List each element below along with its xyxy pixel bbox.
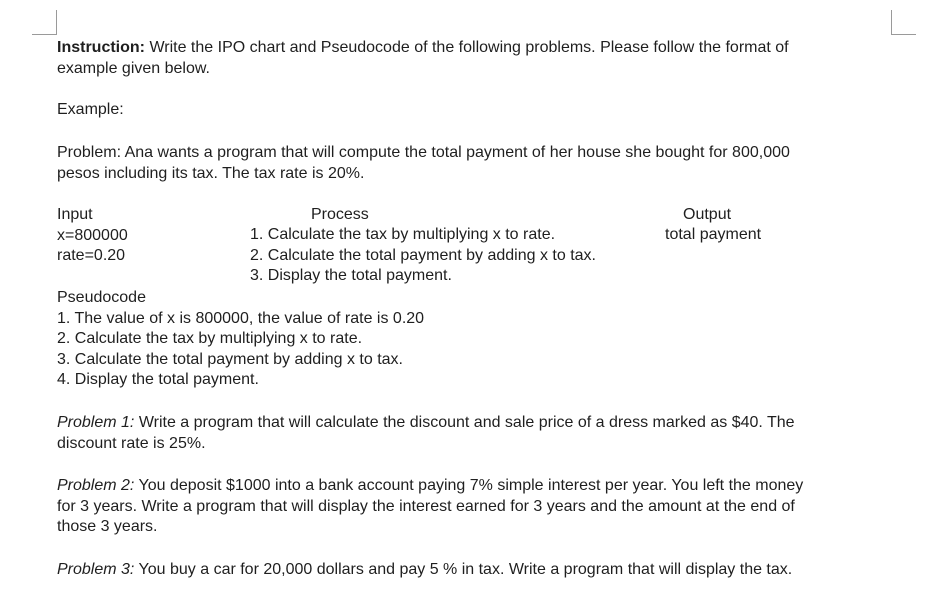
ipo-chart (57, 205, 897, 287)
ipo-process-step: 1. Calculate the tax by multiplying x to rate. (250, 226, 556, 243)
ipo-output-line: total payment (665, 226, 762, 243)
ipo-process-step: 2. Calculate the total payment by adding x to tax. (250, 246, 596, 264)
pseudocode-step: 2. Calculate the tax by multiplying x to rate. (57, 330, 363, 347)
ipo-process-steps (250, 225, 596, 287)
problem-1 (57, 413, 897, 454)
pseudocode-step: 3. Calculate the total payment by adding x to tax. (57, 350, 403, 368)
page-corner-mark-left (32, 10, 57, 35)
ipo-process-header: Process (311, 206, 369, 223)
problem-2-text-line: for 3 years. Write a program that will display the interest earned for 3 years and the amount at the end of (57, 497, 795, 515)
instruction-label: Instruction: (57, 39, 145, 56)
instruction-text-line-2: example given below. (57, 59, 210, 77)
problem-2 (57, 476, 897, 538)
ipo-process-step: 3. Display the total payment. (250, 267, 452, 284)
problem-1-label: Problem 1: (57, 414, 135, 431)
ipo-input-column (57, 205, 128, 267)
problem-1-text-line: discount rate is 25%. (57, 434, 206, 452)
ipo-input-header: Input (57, 206, 93, 223)
problem-2-text-line: You deposit $1000 into a bank account paying 7% simple interest per year. You left the money (134, 477, 804, 494)
pseudocode-step: 1. The value of x is 800000, the value of rate is 0.20 (57, 309, 425, 327)
instruction-text-line-1: Write the IPO chart and Pseudocode of the following problems. Please follow the format of (145, 39, 789, 56)
example-problem (57, 143, 897, 184)
ipo-input-line: x=800000 (57, 226, 128, 244)
ipo-output-header: Output (683, 206, 732, 223)
example-heading: Example: (57, 101, 124, 118)
problem-1-text-line: Write a program that will calculate the discount and sale price of a dress marked as $40. The (134, 414, 795, 431)
problem-2-label: Problem 2: (57, 477, 135, 494)
problem-3-text-line: You buy a car for 20,000 dollars and pay 5 % in tax. Write a program that will display the tax. (134, 561, 793, 578)
pseudocode-section (57, 288, 897, 391)
problem-2-text-line: those 3 years. (57, 518, 158, 535)
instruction-paragraph (57, 38, 897, 79)
problem-3-label: Problem 3: (57, 561, 135, 578)
example-problem-line-2: pesos including its tax. The tax rate is 20%. (57, 164, 365, 182)
problem-3 (57, 560, 897, 581)
pseudocode-heading: Pseudocode (57, 289, 146, 306)
example-problem-line-1: Problem: Ana wants a program that will compute the total payment of her house she bought for 800,000 (57, 144, 790, 161)
ipo-input-line: rate=0.20 (57, 247, 126, 264)
pseudocode-step: 4. Display the total payment. (57, 371, 259, 388)
page-corner-mark-right (891, 10, 916, 35)
